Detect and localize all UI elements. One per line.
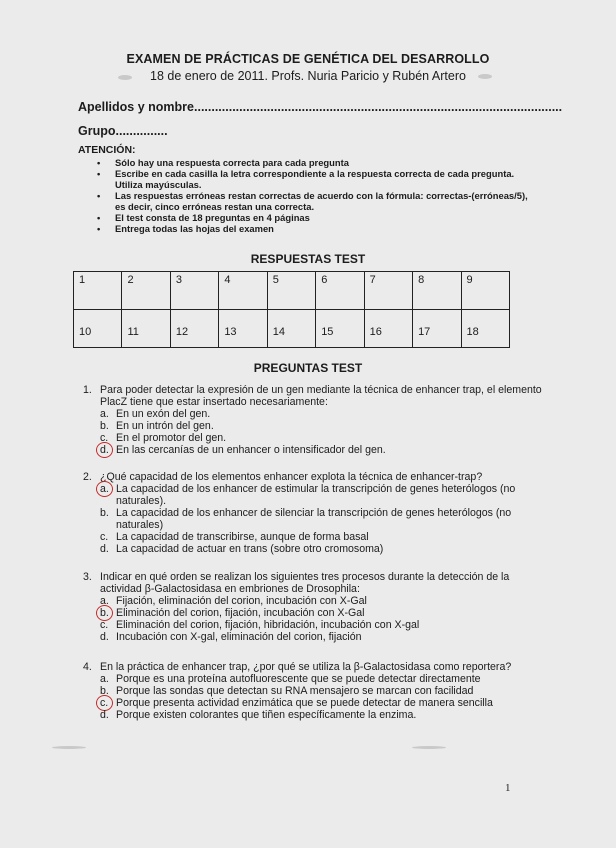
- option-text: En las cercanías de un enhancer o intensificador del gen.: [116, 444, 386, 456]
- option-c[interactable]: [100, 531, 553, 543]
- option-letter: d.: [100, 631, 109, 643]
- option-b[interactable]: [100, 607, 553, 619]
- answer-cell[interactable]: 9: [461, 272, 510, 310]
- group-label: Grupo: [78, 124, 116, 138]
- name-label: Apellidos y nombre: [78, 100, 194, 114]
- answer-cell[interactable]: 10: [74, 310, 122, 348]
- option-letter: a.: [100, 595, 109, 607]
- option-b[interactable]: [100, 685, 553, 697]
- answer-cell[interactable]: 16: [364, 310, 412, 348]
- answer-cell[interactable]: 8: [413, 272, 461, 310]
- question-stem: Para poder detectar la expresión de un gen mediante la técnica de enhancer trap, el elemento PlacZ tiene que estar insertado necesariamente:: [100, 384, 542, 408]
- option-letter: c.: [100, 432, 109, 444]
- question-stem: ¿Qué capacidad de los elementos enhancer explota la técnica de enhancer-trap?: [100, 471, 483, 483]
- rule-item: • El test consta de 18 preguntas en 4 páginas: [96, 212, 536, 223]
- rule-item: • Sólo hay una respuesta correcta para cada pregunta: [96, 157, 536, 168]
- option-text: Eliminación del corion, fijación, incubación con X-Gal: [116, 607, 365, 619]
- option-a[interactable]: [100, 483, 553, 507]
- option-c[interactable]: [100, 432, 553, 444]
- option-text: En el promotor del gen.: [116, 432, 227, 444]
- answer-cell[interactable]: 15: [316, 310, 364, 348]
- attention-rules: [96, 157, 536, 234]
- question-number: 2.: [83, 471, 92, 483]
- option-letter: b.: [100, 420, 109, 432]
- scan-smudge: [412, 746, 446, 749]
- option-list: [100, 595, 553, 643]
- answer-cell[interactable]: 2: [122, 272, 170, 310]
- rule-item: • Entrega todas las hojas del examen: [96, 223, 536, 234]
- selected-answer-circle: c.: [100, 697, 116, 709]
- rule-item: • Escribe en cada casilla la letra correspondiente a la respuesta correcta de cada pregunta. Utiliza mayúsculas.: [96, 168, 536, 190]
- option-a[interactable]: [100, 408, 553, 420]
- answer-cell[interactable]: 14: [267, 310, 315, 348]
- question-1: [83, 384, 553, 456]
- option-c[interactable]: [100, 619, 553, 631]
- question-number: 4.: [83, 661, 92, 673]
- option-letter: d.: [100, 709, 109, 721]
- option-c[interactable]: [100, 697, 553, 709]
- option-text: En un exón del gen.: [116, 408, 211, 420]
- option-letter: b.: [100, 685, 109, 697]
- question-4: [83, 661, 553, 721]
- selected-answer-circle: b.: [100, 607, 116, 619]
- option-text: Porque es una proteína autofluorescente que se puede detectar directamente: [116, 673, 481, 685]
- answer-cell[interactable]: 12: [170, 310, 218, 348]
- answers-title: RESPUESTAS TEST: [250, 252, 366, 266]
- answer-cell[interactable]: 11: [122, 310, 170, 348]
- scan-smudge: [52, 746, 86, 749]
- question-number: 3.: [83, 571, 92, 583]
- name-field[interactable]: [78, 100, 562, 114]
- option-text: Eliminación del corion, fijación, hibridación, incubación con X-gal: [116, 619, 420, 631]
- option-b[interactable]: [100, 507, 553, 531]
- question-stem: En la práctica de enhancer trap, ¿por qué se utiliza la β-Galactosidasa como reportera?: [100, 661, 512, 673]
- question-number: 1.: [83, 384, 92, 396]
- selected-answer-circle: d.: [100, 444, 116, 456]
- option-text: Incubación con X-gal, eliminación del corion, fijación: [116, 631, 362, 643]
- option-text: Fijación, eliminación del corion, incubación con X-Gal: [116, 595, 367, 607]
- exam-subtitle: 18 de enero de 2011. Profs. Nuria Paricio y Rubén Artero: [150, 69, 466, 83]
- answer-cell[interactable]: 18: [461, 310, 510, 348]
- questions-title: PREGUNTAS TEST: [253, 361, 363, 375]
- option-text: En un intrón del gen.: [116, 420, 214, 432]
- name-dots: ..........................................................................................................: [194, 100, 563, 114]
- option-letter: b.: [100, 507, 109, 519]
- page-number: 1: [505, 782, 511, 794]
- answer-cell[interactable]: 13: [219, 310, 267, 348]
- answer-cell[interactable]: 7: [364, 272, 412, 310]
- option-text: La capacidad de actuar en trans (sobre otro cromosoma): [116, 543, 384, 555]
- question-stem: Indicar en qué orden se realizan los siguientes tres procesos durante la detección de la actividad β-Galactosidasa en embriones de Drosophila:: [100, 571, 510, 595]
- answer-cell[interactable]: 6: [316, 272, 364, 310]
- option-letter: c.: [100, 619, 109, 631]
- option-letter: a.: [100, 673, 109, 685]
- option-list: [100, 483, 553, 555]
- option-text: La capacidad de los enhancer de silenciar la transcripción de genes heterólogos (no naturales): [116, 507, 512, 531]
- answer-cell[interactable]: 3: [170, 272, 218, 310]
- option-letter: d.: [100, 543, 109, 555]
- option-text: Porque las sondas que detectan su RNA mensajero se marcan con facilidad: [116, 685, 474, 697]
- option-text: La capacidad de los enhancer de estimular la transcripción de genes heterólogos (no naturales).: [116, 483, 516, 507]
- option-text: Porque existen colorantes que tiñen específicamente la enzima.: [116, 709, 417, 721]
- selected-answer-circle: a.: [100, 483, 116, 507]
- option-a[interactable]: [100, 595, 553, 607]
- answer-grid: [73, 271, 510, 348]
- option-text: La capacidad de transcribirse, aunque de forma basal: [116, 531, 369, 543]
- option-d[interactable]: [100, 444, 553, 456]
- option-b[interactable]: [100, 420, 553, 432]
- group-dots: ...............: [115, 124, 168, 138]
- question-3: [83, 571, 553, 643]
- option-d[interactable]: [100, 543, 553, 555]
- attention-label: ATENCIÓN:: [78, 144, 136, 156]
- option-a[interactable]: [100, 673, 553, 685]
- exam-title: EXAMEN DE PRÁCTICAS DE GENÉTICA DEL DESARROLLO: [126, 52, 490, 66]
- answer-cell[interactable]: 17: [413, 310, 461, 348]
- answer-cell[interactable]: 4: [219, 272, 267, 310]
- group-field[interactable]: [78, 124, 168, 138]
- option-list: [100, 673, 553, 721]
- rule-item: • Las respuestas erróneas restan correctas de acuerdo con la fórmula: correctas-(erróneas/5), es decir, cinco erróneas restan una correcta.: [96, 190, 536, 212]
- option-list: [100, 408, 553, 456]
- answer-cell[interactable]: 1: [74, 272, 122, 310]
- option-text: Porque presenta actividad enzimática que se puede detectar de manera sencilla: [116, 697, 493, 709]
- option-letter: a.: [100, 408, 109, 420]
- question-2: [83, 471, 553, 555]
- option-d[interactable]: [100, 709, 553, 721]
- option-letter: c.: [100, 531, 109, 543]
- option-d[interactable]: [100, 631, 553, 643]
- answer-cell[interactable]: 5: [267, 272, 315, 310]
